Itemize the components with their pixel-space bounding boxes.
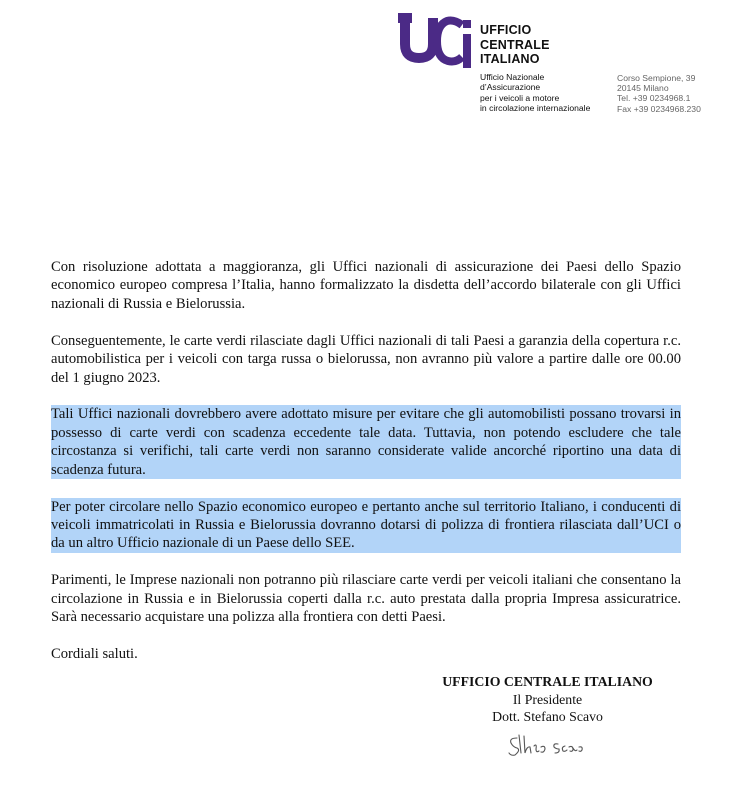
signature-block (400, 673, 695, 760)
org-desc-line: in circolazione internazionale (480, 102, 591, 113)
org-name-line: UFFICIO (480, 23, 532, 37)
uci-logo (392, 8, 474, 72)
org-description (480, 72, 590, 113)
letterhead (0, 0, 729, 120)
org-name-line: ITALIANO (480, 52, 540, 66)
contact-address (617, 73, 701, 114)
signature-role: Il Presidente (512, 691, 583, 707)
closing-salutation: Cordiali saluti. (51, 646, 138, 662)
org-desc-line: per i veicoli a motore (480, 92, 560, 103)
phone-line: Tel. +39 0234968.1 (617, 93, 691, 104)
address-line: Corso Sempione, 39 (617, 73, 696, 83)
org-name-line: CENTRALE (480, 37, 550, 52)
letter-body (51, 258, 681, 682)
fax-line: Fax +39 0234968.230 (617, 103, 701, 114)
highlighted-paragraph: Tali Uffici nazionali dovrebbero avere adottato misure per evitare che gli automobilisti possano trovarsi in possesso di carte verdi con scadenza eccedente tale data. Tuttavia, non potendo escludere che tale circostanza si verifichi, tali carte verdi non saranno considerate valide ancorché riportino una data di scadenza futura. (51, 406, 681, 478)
address-line: 20145 Milano (617, 83, 669, 94)
paragraph: Parimenti, le Imprese nazionali non potranno più rilasciare carte verdi per veicoli italiani che consentano la circolazione in Russia e in Bielorussia coperti dalla r.c. auto prestata dalla propria Impresa assicuratrice. Sarà necessario acquistare una polizza alla frontiera con detti Paesi. (51, 572, 681, 626)
highlighted-paragraph: Per poter circolare nello Spazio economico europeo e pertanto anche sul territorio Italiano, i conducenti di veicoli immatricolati in Russia e Bielorussia dovranno dotarsi di polizza di frontiera rilasciata dall’UCI o da un altro Ufficio nazionale di un Paese dello SEE. (51, 498, 681, 552)
signature-name: Dott. Stefano Scavo (492, 709, 603, 725)
signature-org: UFFICIO CENTRALE ITALIANO (442, 674, 653, 689)
paragraph: Conseguentemente, le carte verdi rilasciate dagli Uffici nazionali di tali Paesi a garanzia della copertura r.c. automobilistica per i veicoli con targa russa o bielorussa, non avranno più valore a partire dalle ore 00.00 del 1 giugno 2023. (51, 332, 681, 386)
org-desc-line: d’Assicurazione (480, 82, 541, 93)
org-desc-line: Ufficio Nazionale (480, 72, 545, 82)
paragraph: Con risoluzione adottata a maggioranza, gli Uffici nazionali di assicurazione dei Paesi dello Spazio economico europeo compresa l’Italia, hanno formalizzato la disdetta dell’accordo bilaterale con gli Uffici nazionali di Russia e Bielorussia. (51, 259, 681, 312)
handwritten-signature (503, 732, 593, 760)
org-name (480, 23, 550, 67)
